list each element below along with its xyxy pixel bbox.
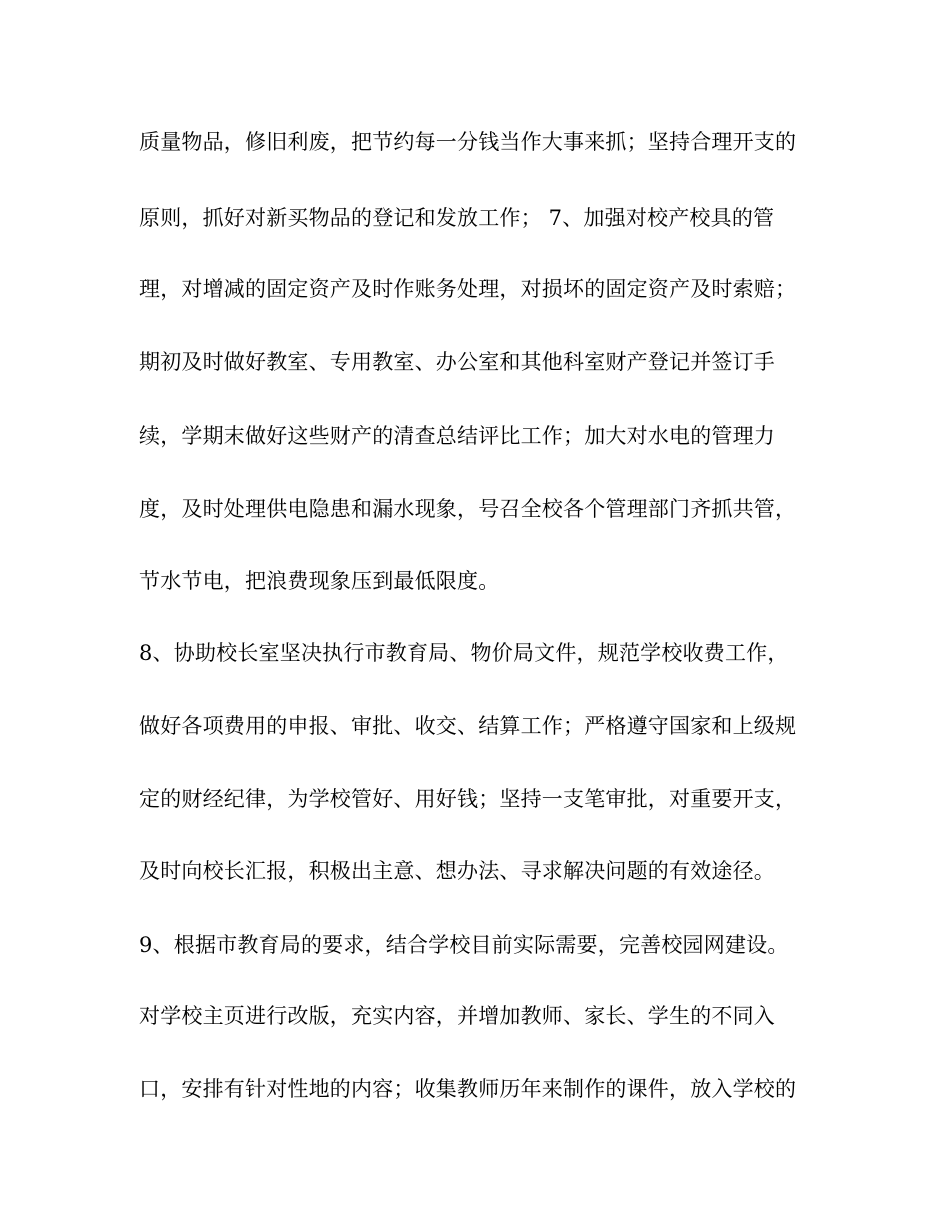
text-line: 对学校主页进行改版，充实内容，并增加教师、家长、学生的不同入 bbox=[139, 1004, 775, 1028]
text-line: 度，及时处理供电隐患和漏水现象，号召全校各个管理部门齐抓共管， bbox=[139, 497, 797, 521]
text-line: 期初及时做好教室、专用教室、办公室和其他科室财产登记并签订手 bbox=[139, 350, 775, 374]
text-line: 原则，抓好对新买物品的登记和发放工作； 7、加强对校产校具的管 bbox=[139, 206, 775, 230]
text-line: 定的财经纪律，为学校管好、用好钱；坚持一支笔审批，对重要开支， bbox=[139, 787, 797, 811]
text-line: 8、协助校长室坚决执行市教育局、物价局文件，规范学校收费工作， bbox=[139, 641, 789, 665]
text-line: 质量物品，修旧利废，把节约每一分钱当作大事来抓；坚持合理开支的 bbox=[139, 130, 797, 154]
text-line: 口，安排有针对性地的内容；收集教师历年来制作的课件，放入学校的 bbox=[139, 1077, 797, 1101]
text-line: 理，对增减的固定资产及时作账务处理，对损坏的固定资产及时索赔； bbox=[139, 277, 797, 301]
text-line: 做好各项费用的申报、审批、收交、结算工作；严格遵守国家和上级规 bbox=[139, 714, 797, 738]
text-line: 9、根据市教育局的要求，结合学校目前实际需要，完善校园网建设。 bbox=[139, 933, 789, 957]
text-line: 节水节电，把浪费现象压到最低限度。 bbox=[139, 569, 500, 593]
text-line: 及时向校长汇报，积极出主意、想办法、寻求解决问题的有效途径。 bbox=[139, 859, 775, 883]
text-line: 续，学期末做好这些财产的清查总结评比工作；加大对水电的管理力 bbox=[139, 424, 775, 448]
